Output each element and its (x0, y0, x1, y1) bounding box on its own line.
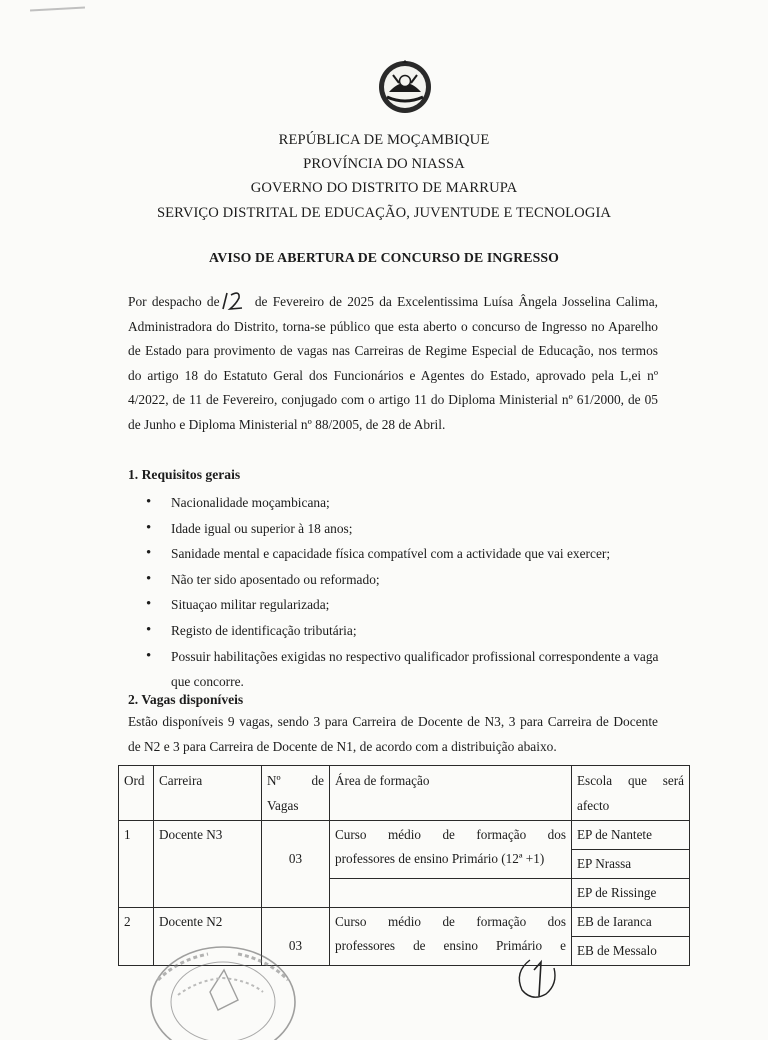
header-area: Área de formação (330, 766, 572, 821)
cell-carreira: Docente N3 (154, 821, 262, 908)
intro-line-6: de Junho e Diploma Ministerial nº 88/2005, de 28 de Abril. (128, 416, 446, 432)
list-item: • Não ter sido aposentado ou reformado; (146, 567, 666, 593)
list-item: • Idade igual ou superior à 18 anos; (146, 516, 666, 542)
header-carreira: Carreira (154, 766, 262, 821)
table-row (119, 821, 690, 850)
cell-escola: EP de Nantete (572, 821, 690, 850)
section-vacancies-title: 2. Vagas disponíveis (128, 692, 244, 707)
list-item: • Possuir habilitações exigidas no respectivo qualificador profissional correspondente a vaga que concorre. (146, 644, 666, 695)
cell-ord: 2 (119, 908, 154, 966)
header-province: PROVÍNCIA DO NIASSA (303, 156, 465, 173)
list-item: • Situaçao militar regularizada; (146, 592, 666, 618)
header-country: REPÚBLICA DE MOÇAMBIQUE (278, 132, 490, 148)
section-requirements-title: 1. Requisitos gerais (128, 467, 241, 482)
cell-escola: EP de Rissinge (572, 879, 690, 908)
intro-line-2: Administradora do Distrito, torna-se público que esta aberto o concurso de Ingresso no Aparelho (128, 318, 658, 334)
handwritten-page-number-icon (510, 950, 566, 1006)
cell-area: Curso médio de formação dos professores de ensino Primário e (330, 908, 572, 966)
cell-vagas: 03 (262, 821, 330, 908)
intro-line-3: de Estado para provimento de vagas nas Carreiras de Regime Especial de Educação, nos termos (128, 343, 658, 359)
cell-escola: EP Nrassa (572, 850, 690, 879)
header-vagas: Nº de Vagas (262, 766, 330, 821)
cell-escola: EB de Messalo (572, 937, 690, 966)
cell-carreira: Docente N2 (154, 908, 262, 966)
cell-area: Curso médio de formação dos professores de ensino Primário (12ª +1) (330, 821, 572, 879)
requirements-list (146, 490, 666, 695)
table-header-row (119, 766, 690, 821)
vacancies-line-2: de N2 e 3 para Carreira de Docente de N1, de acordo com a distribuição abaixo. (128, 738, 557, 754)
handwritten-day-icon (220, 291, 250, 311)
list-item: • Sanidade mental e capacidade física compatível com a actividade que vai exercer; (146, 541, 666, 567)
header-government: GOVERNO DO DISTRITO DE MARRUPA (250, 180, 518, 197)
header-escola: Escola que será afecto (572, 766, 690, 821)
intro-paragraph (128, 290, 658, 438)
intro-line-5: 4/2022, de 11 de Fevereiro, conjugado com o artigo 11 do Diploma Ministerial nº 61/2000, de 05 (128, 392, 658, 408)
scan-mark (30, 7, 85, 12)
cell-escola: EB de Iaranca (572, 908, 690, 937)
intro-line-4: do artigo 18 do Estatuto Geral dos Funcionários e Agentes do Estado, aprovado pela L,ei nº (128, 367, 658, 383)
list-item: • Nacionalidade moçambicana; (146, 490, 666, 516)
header-service: SERVIÇO DISTRITAL DE EDUCAÇÃO, JUVENTUDE E TECNOLOGIA (156, 204, 612, 221)
official-stamp-icon (138, 940, 303, 1040)
vacancies-paragraph (128, 710, 658, 759)
intro-line-1: Por despacho de de Fevereiro de 2025 da Excelentissima Luísa Ângela Josselina Calima, (128, 290, 658, 315)
cell-vagas: 03 (262, 908, 330, 966)
list-item: • Registo de identificação tributária; (146, 618, 666, 644)
document-title: AVISO DE ABERTURA DE CONCURSO DE INGRESSO (209, 250, 559, 265)
document-header (0, 128, 768, 225)
cell-ord: 1 (119, 821, 154, 908)
header-ord: Ord (119, 766, 154, 821)
table-row (119, 908, 690, 937)
vacancies-table (118, 765, 690, 966)
vacancies-line-1: Estão disponíveis 9 vagas, sendo 3 para Carreira de Docente de N3, 3 para Carreira de Docente (128, 714, 658, 729)
coat-of-arms-icon (377, 59, 433, 115)
